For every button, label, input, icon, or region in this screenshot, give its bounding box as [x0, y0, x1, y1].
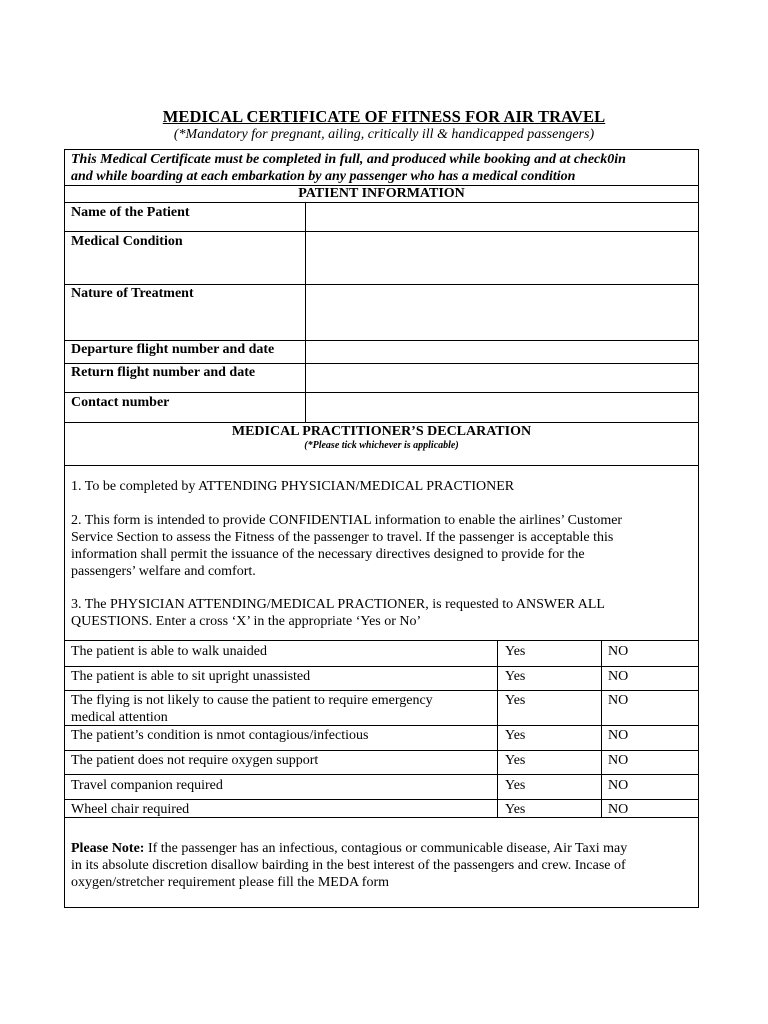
no-option-oxygen[interactable]: NO [608, 753, 629, 768]
return-flight-field[interactable] [306, 364, 699, 392]
no-option-contagious[interactable]: NO [608, 728, 629, 743]
departure-flight-label: Departure flight number and date [71, 342, 275, 357]
question-emergency-line-2: medical attention [71, 710, 168, 725]
declaration-para-3-line-2: QUESTIONS. Enter a cross ‘X’ in the appropriate ‘Yes or No’ [71, 614, 422, 629]
departure-flight-field[interactable] [306, 341, 699, 363]
note-line-3: oxygen/stretcher requirement please fill the MEDA form [71, 875, 390, 890]
treatment-field[interactable] [306, 285, 699, 340]
certificate-form [64, 149, 699, 908]
question-companion: Travel companion required [71, 778, 223, 793]
declaration-para-2-line-4: passengers’ welfare and comfort. [71, 564, 256, 579]
declaration-subheading: (*Please tick whichever is applicable) [304, 440, 459, 451]
question-wheelchair: Wheel chair required [71, 802, 190, 817]
medical-condition-label: Medical Condition [71, 234, 183, 249]
return-flight-label: Return flight number and date [71, 365, 256, 380]
question-contagious: The patient’s condition is nmot contagious/infectious [71, 728, 369, 743]
yes-option-emergency[interactable]: Yes [505, 693, 526, 708]
declaration-para-2-line-3: information shall permit the issuance of the necessary directives designed to provide for the [71, 547, 585, 562]
no-option-companion[interactable]: NO [608, 778, 629, 793]
question-walk-unaided: The patient is able to walk unaided [71, 644, 267, 659]
yes-option-companion[interactable]: Yes [505, 778, 526, 793]
note-line-2: in its absolute discretion disallow bairding in the best interest of the passengers and crew. Incase of [71, 858, 626, 873]
declaration-para-2-line-1: 2. This form is intended to provide CONFIDENTIAL information to enable the airlines’ Customer [71, 513, 623, 528]
intro-line-1: This Medical Certificate must be completed in full, and produced while booking and at check0in [71, 152, 626, 167]
yes-option-sit[interactable]: Yes [505, 669, 526, 684]
note-line-1-text: If the passenger has an infectious, contagious or communicable disease, Air Taxi may [144, 841, 628, 856]
yes-option-oxygen[interactable]: Yes [505, 753, 526, 768]
question-oxygen: The patient does not require oxygen support [71, 753, 319, 768]
declaration-para-3-line-1: 3. The PHYSICIAN ATTENDING/MEDICAL PRACTIONER, is requested to ANSWER ALL [71, 597, 605, 612]
patient-name-field[interactable] [306, 203, 699, 231]
declaration-heading: MEDICAL PRACTITIONER’S DECLARATION [231, 424, 532, 439]
patient-info-heading: PATIENT INFORMATION [298, 186, 465, 201]
declaration-para-1: 1. To be completed by ATTENDING PHYSICIAN/MEDICAL PRACTIONER [71, 479, 515, 494]
note-line-1 [71, 840, 627, 857]
medical-condition-field[interactable] [306, 232, 699, 284]
intro-line-2: and while boarding at each embarkation by any passenger who has a medical condition [71, 169, 576, 184]
question-emergency-line-1: The flying is not likely to cause the patient to require emergency [71, 693, 433, 708]
treatment-label: Nature of Treatment [71, 286, 194, 301]
declaration-para-2-line-2: Service Section to assess the Fitness of the passenger to travel. If the passenger is acceptable this [71, 530, 614, 545]
no-option-walk[interactable]: NO [608, 644, 629, 659]
contact-number-field[interactable] [306, 393, 699, 422]
yes-option-contagious[interactable]: Yes [505, 728, 526, 743]
no-option-sit[interactable]: NO [608, 669, 629, 684]
yes-option-walk[interactable]: Yes [505, 644, 526, 659]
yes-option-wheelchair[interactable]: Yes [505, 802, 526, 817]
question-sit-upright: The patient is able to sit upright unassisted [71, 669, 311, 684]
document-title: MEDICAL CERTIFICATE OF FITNESS FOR AIR TRAVEL [162, 107, 606, 126]
document-subtitle: (*Mandatory for pregnant, ailing, critically ill & handicapped passengers) [173, 127, 595, 142]
no-option-emergency[interactable]: NO [608, 693, 629, 708]
contact-number-label: Contact number [71, 395, 170, 410]
note-label: Please Note: [71, 841, 145, 856]
patient-name-label: Name of the Patient [71, 205, 190, 220]
no-option-wheelchair[interactable]: NO [608, 802, 629, 817]
